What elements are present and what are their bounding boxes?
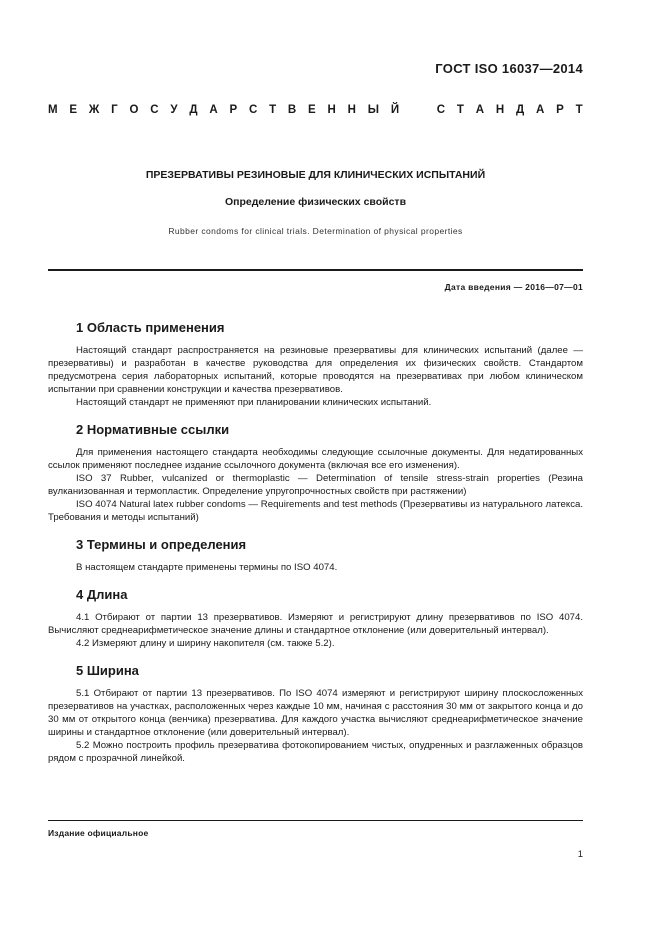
banner-letter: У <box>170 104 178 116</box>
banner-letter: Н <box>495 104 505 116</box>
banner-letter: О <box>129 104 139 116</box>
banner-letter: Н <box>347 104 356 116</box>
paragraph: 5.1 Отбирают от партии 13 презервативов. По ISO 4074 измеряют и регистрируют ширину плоскосложенных презервативов на участках, расположенных через каждые 10 мм, начиная с расстояния 30 мм от закрытого конца и до 30 мм от открытого конца (венчика) презерватива. Для каждого участка вычисляют среднеарифметическое значение ширины и стандартное отклонение (или доверительный интервал). <box>48 688 583 738</box>
page-number: 1 <box>577 849 583 860</box>
edition-note: Издание официальное <box>48 828 149 838</box>
header-divider <box>48 269 583 271</box>
banner-letter: С <box>248 104 258 116</box>
banner-letter: Д <box>189 104 198 116</box>
banner-letter: А <box>475 104 485 116</box>
banner-letter: М <box>48 104 58 116</box>
paragraph: 4.1 Отбирают от партии 13 презервативов. Измеряют и регистрируют длину презервативов по ISO 4074. Вычисляют среднеарифметическое значение длины и стандартное отклонение (или доверительный интервал). <box>48 612 583 636</box>
paragraph: В настоящем стандарте применены термины по ISO 4074. <box>76 562 338 573</box>
section-heading: 3 Термины и определения <box>76 537 247 552</box>
paragraph: Настоящий стандарт распространяется на резиновые презервативы для клинических испытаний (далее — презервативы) и разработан в качестве руководства для определения их физических свойств. Стандартом предусмотрена серия лабораторных испытаний, которые проводятся на презервативах при любом клиническом испытании при сравнении конструкции и качества презервативов. <box>48 345 583 395</box>
gost-code: ГОСТ ISO 16037—2014 <box>435 61 583 76</box>
paragraph: Настоящий стандарт не применяют при планировании клинических испытаний. <box>76 397 432 408</box>
section-terms <box>48 535 583 574</box>
section-heading: 5 Ширина <box>76 663 139 678</box>
english-title: Rubber condoms for clinical trials. Determination of physical properties <box>168 226 463 236</box>
footer-divider <box>48 820 583 821</box>
banner-letter: Й <box>390 104 400 116</box>
banner-letter: В <box>287 104 297 116</box>
banner-word-gap <box>411 104 425 116</box>
banner-letter: Т <box>269 104 277 116</box>
banner-letter: Г <box>111 104 118 116</box>
section-heading: 2 Нормативные ссылки <box>76 422 230 437</box>
banner-letter: Ж <box>88 104 100 116</box>
paragraph: Для применения настоящего стандарта необходимы следующие ссылочные документы. Для недатированных ссылок применяют последнее издание ссылочного документа (включая все его изменения). <box>48 447 583 471</box>
section-scope <box>48 318 583 409</box>
banner-letter: А <box>209 104 218 116</box>
document-title: ПРЕЗЕРВАТИВЫ РЕЗИНОВЫЕ ДЛЯ КЛИНИЧЕСКИХ ИСПЫТАНИЙ <box>145 169 486 181</box>
banner-letter: А <box>535 104 545 116</box>
paragraph: 5.2 Можно построить профиль презерватива фотокопированием чистых, опудренных и разглаженных образцов рядом с прозрачной линейкой. <box>48 740 583 764</box>
banner-letter: С <box>436 104 446 116</box>
banner-letter: Е <box>308 104 316 116</box>
banner-letter: Р <box>556 104 564 116</box>
banner-letter: Д <box>515 104 525 116</box>
banner-letter: С <box>150 104 159 116</box>
paragraph: 4.2 Измеряют длину и ширину накопителя (см. также 5.2). <box>76 638 335 649</box>
section-heading: 1 Область применения <box>76 320 225 335</box>
paragraph: ISO 4074 Natural latex rubber condoms — Requirements and test methods (Презервативы из натурального латекса. Требования и методы испытаний) <box>48 499 583 523</box>
section-length <box>48 585 583 650</box>
document-subtitle: Определение физических свойств <box>224 196 407 208</box>
banner-letter: Т <box>456 104 464 116</box>
interstate-standard-banner <box>48 104 583 116</box>
banner-letter: Ы <box>367 104 380 116</box>
section-width <box>48 661 583 765</box>
banner-letter: Р <box>229 104 238 116</box>
section-heading: 4 Длина <box>76 587 128 602</box>
introduction-date: Дата введения — 2016—07—01 <box>444 282 583 292</box>
banner-letter: Е <box>69 104 78 116</box>
banner-letter: Т <box>575 104 583 116</box>
section-normative-references <box>48 420 583 524</box>
document-body <box>48 318 583 776</box>
banner-letter: Н <box>327 104 336 116</box>
paragraph: ISO 37 Rubber, vulcanized or thermoplastic — Determination of tensile stress-strain properties (Резина вулканизованная и термопластик. Определение упругопрочностных свойств при растяжении) <box>48 473 583 497</box>
